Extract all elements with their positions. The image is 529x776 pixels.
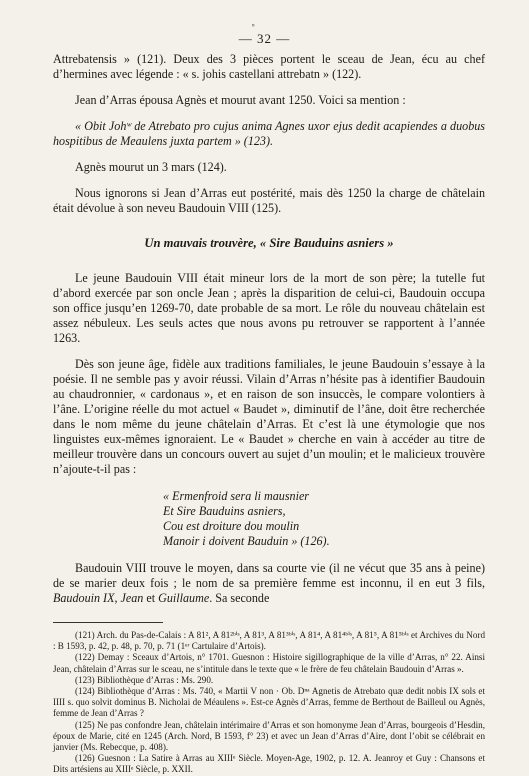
verse-line: Manoir i doivent Bauduin » (126). — [163, 534, 330, 548]
text-run: et — [143, 591, 159, 605]
name-baudouin-ix: Baudouin IX — [53, 591, 115, 605]
page-number: — 32 — — [238, 31, 291, 46]
paragraph-marriages — [53, 561, 485, 606]
paragraph-baudouin-minor: Le jeune Baudouin VIII était mineur lors de la mort de son père; la tutelle fut d’abord exercée par son oncle Jean ; après la disparition de celui-ci, Baudouin occupa son office jusqu’en 1269-70, date probable de sa mort. Le rôle du nouveau châtelain est assez nébuleux. Les seuls actes que nous avons pu retrouver se rapportent à l’année 1263. — [53, 271, 485, 345]
name-jean: Jean — [120, 591, 144, 605]
name-guillaume: Guillaume — [158, 591, 210, 605]
verse-line: Cou est droiture dou moulin — [163, 519, 300, 533]
footnote-123: (123) Bibliothèque d’Arras : Ms. 290. — [75, 674, 214, 685]
verse-quote — [163, 489, 485, 549]
paragraph-poetry: Dès son jeune âge, fidèle aux traditions familiales, le jeune Baudouin s’essaye à la poésie. Il ne semble pas y avoir réussi. Vilain d’Arras n’hésite pas à identifier Baudouin au chaudronnier, « cardonaus », et en raison de son insuccès, le compare volontiers à l’âne. L’origine réelle du mot actuel « Baudet », diminutif de l’âne, doit être recherchée dans le nom même du jeune châtelain d’Arras. Et c’est là une étymologie que nos linguistes eux-mêmes ignoraient. Le « Baudet » cherche en vain à accéder au titre de meilleur trouvère dans un concours ouvert au sujet d’un moulin; et le malicieux trouvère n’ajoute-t-il pas : — [53, 357, 485, 476]
text-run: . Sa seconde — [209, 591, 270, 605]
text-run: Baudouin VIII trouve le moyen, dans sa courte vie (il ne vécut que 35 ans à peine) de se marier deux fois ; le nom de sa première femme est inconnu, il en eut 3 fils, — [53, 561, 485, 590]
paragraph-posterity: Nous ignorons si Jean d’Arras eut postérité, mais dès 1250 la charge de châtelain était dévolue à son neveu Baudouin VIII (125). — [53, 186, 485, 215]
footnote-121: (121) Arch. du Pas-de-Calais : A 81², A 81²ᵇⁱˢ, A 81³, A 81³ᵇⁱˢ, A 81⁴, A 81⁴ᵇⁱˢ, A 81⁵, A 81⁵ᵇⁱˢ et Archives du Nord : B 1593, p. 42, p. 48, p. 70, p. 71 (1ᵉʳ Cartulaire d’Artois). — [53, 630, 485, 652]
footnote-126: (126) Guesnon : La Satire à Arras au XIIIᵉ Siècle. Moyen-Age, 1902, p. 12. A. Jeanroy et Guy : Chansons et Dits artésiens au XIIIᵉ Siècle, p. XXII. — [53, 753, 485, 775]
paragraph-obit-quote: « Obit Johʷ de Atrebato pro cujus anima Agnes uxor ejus dedit acapiendes a duobus hospitibus de Meaulens juxta partem » (123). — [53, 119, 485, 148]
paragraph-attrebatensis: Attrebatensis » (121). Deux des 3 pièces portent le sceau de Jean, écu au chef d’hermines avec légende : « s. johis castellani attrebatn » (122). — [53, 52, 485, 81]
main-text — [53, 52, 485, 776]
footnote-separator — [53, 622, 163, 623]
verse-line: « Ermenfroid sera li mausnier — [163, 489, 310, 503]
section-heading: Un mauvais trouvère, « Sire Bauduins asniers » — [144, 236, 394, 250]
footnote-124: (124) Bibliothèque d’Arras : Ms. 740, « Martii V non · Ob. Dⁿᵃ Agnetis de Atrebato quæ dedit nobis IX sols et IIII s. quo solvit dominus B. Nicholai de Méaulens ». Est-ce Agnès d’Arras, femme de Berthout de Bailleul ou Agnès, femme de Jean d’Arras ? — [53, 686, 485, 719]
print-mark: ∘ — [251, 20, 256, 30]
text-run: , — [114, 591, 121, 605]
paragraph-agnes-death: Agnès mourut un 3 mars (124). — [75, 160, 227, 174]
verse-line: Et Sire Bauduins asniers, — [163, 504, 286, 518]
footnote-122: (122) Demay : Sceaux d’Artois, n° 1701. Guesnon : Histoire sigillographique de la ville d’Arras, n° 22. Ainsi Jean, châtelain d’Arras sur le sceau, ne s’intitule dans le texte que « le frère de feu châtelain Baudouin d’Arras ». — [53, 652, 485, 674]
footnote-125: (125) Ne pas confondre Jean, châtelain intérimaire d’Arras et son homonyme Jean d’Arras, bourgeois d’Hesdin, époux de Marie, cité en 1245 (Arch. Nord, B 1593, f° 23) et avec un Jean d’Arras d’Aire, dont l’obit se célébrait en janvier (Ms. Rebecque, p. 408). — [53, 719, 485, 753]
paragraph-marriage: Jean d’Arras épousa Agnès et mourut avant 1250. Voici sa mention : — [75, 93, 406, 107]
